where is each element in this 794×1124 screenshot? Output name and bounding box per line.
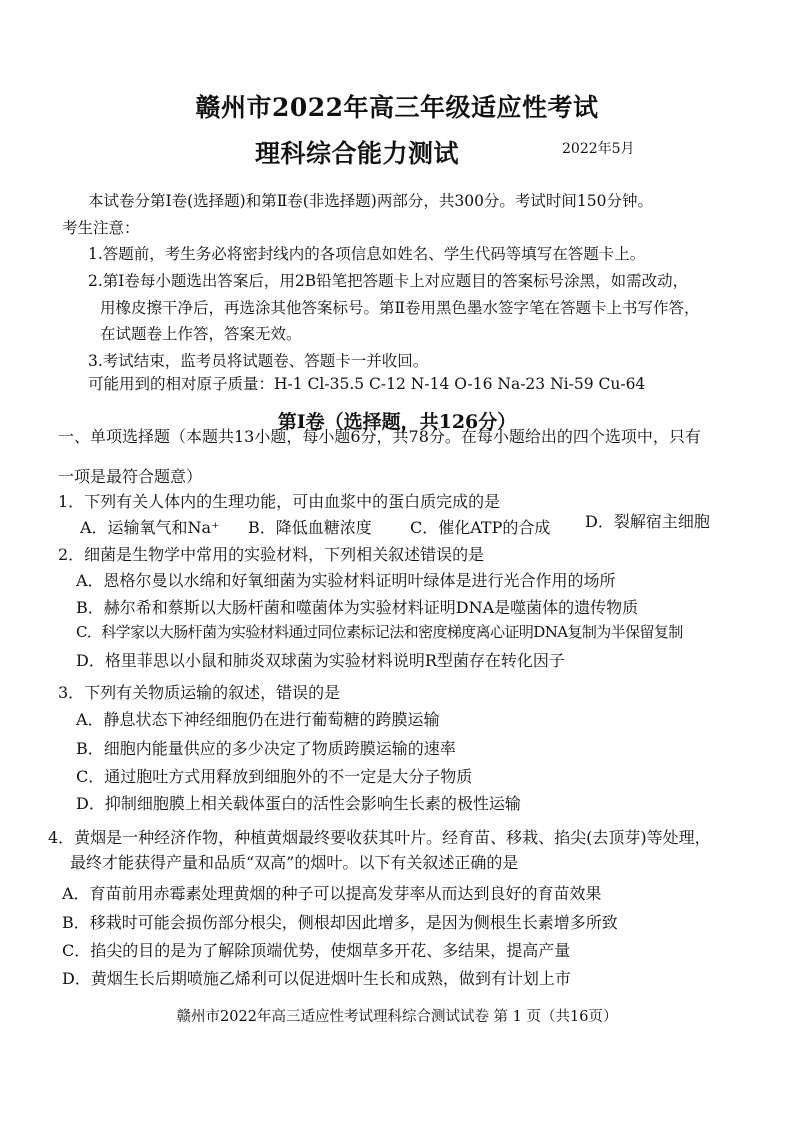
q1-option-a: A．运输氧气和Na⁺ (80, 518, 220, 537)
q4-stem-line-2: 最终才能获得产量和品质“双高”的烟叶。以下有关叙述正确的是 (70, 853, 519, 872)
q4-option-a: A．育苗前用赤霉素处理黄烟的种子可以提高发芽率从而达到良好的育苗效果 (62, 884, 602, 903)
q3-option-d: D．抑制细胞膜上相关载体蛋白的活性会影响生长素的极性运输 (76, 794, 521, 813)
note-2-line-3: 在试题卷上作答，答案无效。 (100, 325, 302, 343)
q3-option-b: B．细胞内能量供应的多少决定了物质跨膜运输的速率 (76, 739, 456, 758)
atomic-masses: 可能用到的相对原子质量：H-1 Cl-35.5 C-12 N-14 O-16 Na-23 Ni-59 Cu-64 (88, 375, 646, 393)
note-3: 3.考试结束，监考员将试题卷、答题卡一并收回。 (88, 352, 429, 370)
notes-heading: 考生注意： (62, 219, 140, 237)
section-1-heading: 第Ⅰ卷（选择题，共126分） (277, 411, 517, 433)
q2-option-d: D．格里菲思以小鼠和肺炎双球菌为实验材料说明R型菌存在转化因子 (76, 651, 565, 670)
q3-stem: 3．下列有关物质运输的叙述，错误的是 (58, 683, 341, 702)
q4-option-d: D．黄烟生长后期喷施乙烯利可以促进烟叶生长和成熟，做到有计划上市 (62, 969, 571, 988)
q1-option-b: B．降低血糖浓度 (248, 518, 372, 537)
note-2-line-2: 用橡皮擦干净后，再选涂其他答案标号。第Ⅱ卷用黑色墨水签字笔在答题卡上书写作答， (100, 299, 700, 317)
exam-title: 赣州市2022年高三年级适应性考试 (195, 93, 599, 122)
exam-subtitle: 理科综合能力测试 (255, 139, 460, 168)
section-1-instruction-line-2: 一项是最符合题意） (58, 467, 203, 486)
q4-option-b: B．移栽时可能会损伤部分根尖，侧根却因此增多，是因为侧根生长素增多所致 (62, 913, 618, 932)
q2-option-c: C．科学家以大肠杆菌为实验材料通过同位素标记法和密度梯度离心证明DNA复制为半保留复制 (76, 623, 683, 641)
q2-option-a: A．恩格尔曼以水绵和好氧细菌为实验材料证明叶绿体是进行光合作用的场所 (76, 571, 616, 590)
q2-stem: 2．细菌是生物学中常用的实验材料，下列相关叙述错误的是 (58, 545, 485, 564)
page-footer: 赣州市2022年高三适应性考试理科综合测试试卷 第 1 页（共16页） (176, 1009, 618, 1025)
exam-date: 2022年5月 (562, 141, 635, 157)
q1-option-c: C．催化ATP的合成 (410, 518, 551, 537)
q2-option-b: B．赫尔希和蔡斯以大肠杆菌和噬菌体为实验材料证明DNA是噬菌体的遗传物质 (76, 598, 639, 617)
q4-stem-line-1: 4．黄烟是一种经济作物，种植黄烟最终要收获其叶片。经育苗、移栽、掐尖(去顶芽)等处理， (48, 828, 711, 847)
q3-option-a: A．静息状态下神经细胞仍在进行葡萄糖的跨膜运输 (76, 710, 440, 729)
note-2-line-1: 2.第Ⅰ卷每小题选出答案后，用2B铅笔把答题卡上对应题目的答案标号涂黑，如需改动， (88, 272, 689, 290)
q3-option-c: C．通过胞吐方式用释放到细胞外的不一定是大分子物质 (76, 767, 473, 786)
q1-stem: 1．下列有关人体内的生理功能，可由血浆中的蛋白质完成的是 (58, 492, 501, 511)
section-1-instruction-line-1: 一、单项选择题（本题共13小题，每小题6分，共78分。在每小题给出的四个选项中，只有 (58, 427, 701, 446)
exam-summary: 本试卷分第Ⅰ卷(选择题)和第Ⅱ卷(非选择题)两部分，共300分。考试时间150分钟。 (88, 192, 654, 210)
q4-option-c: C．掐尖的目的是为了解除顶端优势，使烟草多开花、多结果，提高产量 (62, 941, 571, 960)
note-1: 1.答题前，考生务必将密封线内的各项信息如姓名、学生代码等填写在答题卡上。 (88, 245, 646, 263)
q1-option-d: D．裂解宿主细胞 (585, 512, 710, 531)
